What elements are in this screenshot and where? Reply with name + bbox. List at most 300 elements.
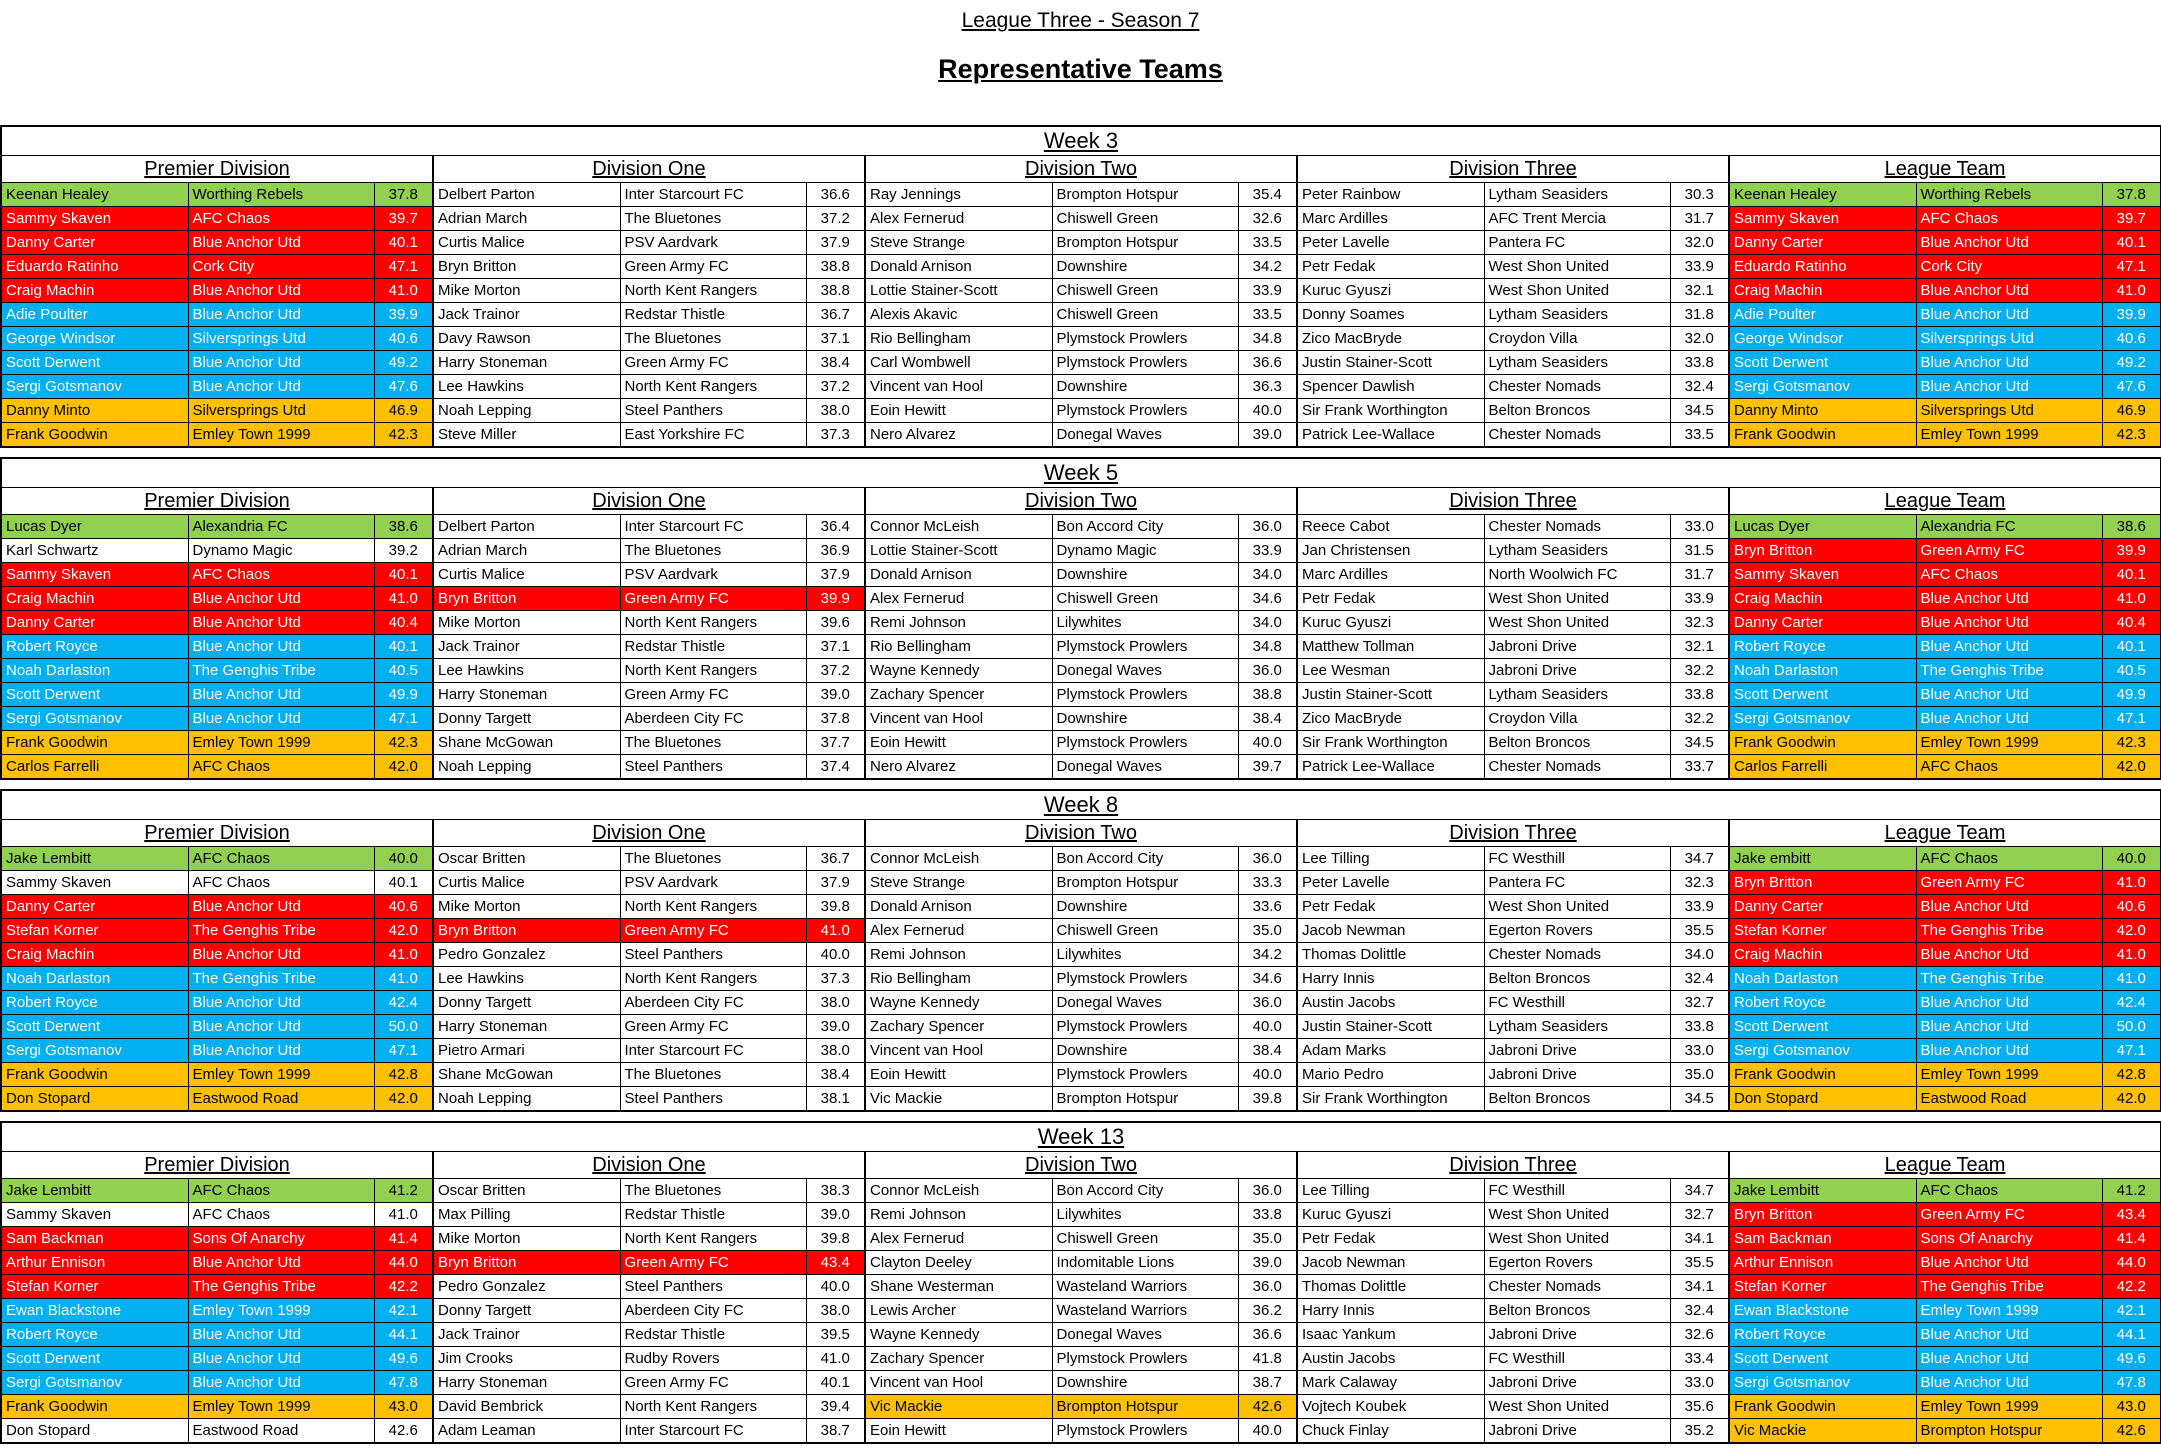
player-cell: Robert Royce (1729, 1323, 1916, 1347)
team-cell: Indomitable Lions (1052, 1251, 1238, 1275)
team-cell: Lilywhites (1052, 943, 1238, 967)
team-cell: Steel Panthers (620, 755, 806, 780)
player-cell: Mike Morton (433, 1227, 620, 1251)
team-cell: The Genghis Tribe (1916, 659, 2102, 683)
rating-cell: 39.7 (374, 207, 433, 231)
player-cell: Arthur Ennison (1729, 1251, 1916, 1275)
rating-cell: 30.3 (1670, 183, 1729, 207)
team-cell: Green Army FC (1916, 539, 2102, 563)
rating-cell: 39.0 (806, 1015, 865, 1039)
rating-cell: 38.4 (806, 1063, 865, 1087)
player-cell: Noah Lepping (433, 399, 620, 423)
team-cell: AFC Chaos (1916, 207, 2102, 231)
rating-cell: 39.0 (1238, 1251, 1297, 1275)
rating-cell: 47.1 (374, 1039, 433, 1063)
rating-cell: 50.0 (2102, 1015, 2161, 1039)
player-cell: Delbert Parton (433, 183, 620, 207)
table-row (1, 1015, 2161, 1039)
rating-cell: 40.1 (374, 563, 433, 587)
team-cell: The Bluetones (620, 207, 806, 231)
team-cell: Downshire (1052, 895, 1238, 919)
player-cell: Mark Calaway (1297, 1371, 1484, 1395)
player-cell: Lottie Stainer-Scott (865, 539, 1052, 563)
team-cell: Blue Anchor Utd (1916, 375, 2102, 399)
player-cell: Eoin Hewitt (865, 399, 1052, 423)
team-cell: The Bluetones (620, 1063, 806, 1087)
table-row (1, 399, 2161, 423)
player-cell: Austin Jacobs (1297, 991, 1484, 1015)
table-row (1, 919, 2161, 943)
team-cell: Plymstock Prowlers (1052, 731, 1238, 755)
rating-cell: 41.0 (806, 1347, 865, 1371)
team-cell: Blue Anchor Utd (188, 303, 374, 327)
team-cell: The Genghis Tribe (188, 659, 374, 683)
team-cell: Blue Anchor Utd (188, 1039, 374, 1063)
team-cell: Emley Town 1999 (1916, 731, 2102, 755)
rating-cell: 32.1 (1670, 279, 1729, 303)
team-cell: Redstar Thistle (620, 1203, 806, 1227)
rating-cell: 36.7 (806, 847, 865, 871)
team-cell: Jabroni Drive (1484, 1371, 1670, 1395)
table-row (1, 991, 2161, 1015)
player-cell: Max Pilling (433, 1203, 620, 1227)
player-cell: Lee Hawkins (433, 659, 620, 683)
team-cell: Eastwood Road (188, 1087, 374, 1112)
team-cell: North Kent Rangers (620, 1227, 806, 1251)
rating-cell: 39.9 (374, 303, 433, 327)
player-cell: Sir Frank Worthington (1297, 399, 1484, 423)
rating-cell: 38.7 (1238, 1371, 1297, 1395)
player-cell: Danny Carter (1, 231, 188, 255)
division-header: Division Three (1297, 1152, 1729, 1179)
rating-cell: 47.6 (2102, 375, 2161, 399)
rating-cell: 42.8 (374, 1063, 433, 1087)
player-cell: Noah Darlaston (1, 659, 188, 683)
rating-cell: 37.9 (806, 871, 865, 895)
rating-cell: 38.8 (806, 279, 865, 303)
rating-cell: 40.0 (806, 943, 865, 967)
rating-cell: 33.9 (1670, 587, 1729, 611)
player-cell: Donny Targett (433, 991, 620, 1015)
team-cell: Steel Panthers (620, 1087, 806, 1112)
team-cell: Redstar Thistle (620, 1323, 806, 1347)
player-cell: Eoin Hewitt (865, 1063, 1052, 1087)
player-cell: Stefan Korner (1729, 919, 1916, 943)
team-cell: Wasteland Warriors (1052, 1299, 1238, 1323)
team-cell: North Kent Rangers (620, 1395, 806, 1419)
team-cell: Blue Anchor Utd (1916, 991, 2102, 1015)
team-cell: The Genghis Tribe (188, 1275, 374, 1299)
player-cell: Sammy Skaven (1, 1203, 188, 1227)
player-cell: Robert Royce (1, 1323, 188, 1347)
rating-cell: 49.6 (374, 1347, 433, 1371)
rating-cell: 37.1 (806, 327, 865, 351)
division-header: Division One (433, 488, 865, 515)
team-cell: PSV Aardvark (620, 871, 806, 895)
team-cell: Chiswell Green (1052, 207, 1238, 231)
rating-cell: 50.0 (374, 1015, 433, 1039)
team-cell: Donegal Waves (1052, 755, 1238, 780)
player-cell: Danny Carter (1, 895, 188, 919)
rating-cell: 41.0 (374, 279, 433, 303)
player-cell: Carlos Farrelli (1, 755, 188, 780)
rating-cell: 32.3 (1670, 611, 1729, 635)
team-cell: Blue Anchor Utd (188, 1323, 374, 1347)
rating-cell: 37.9 (806, 563, 865, 587)
rating-cell: 37.3 (806, 967, 865, 991)
rating-cell: 38.4 (1238, 1039, 1297, 1063)
rating-cell: 41.0 (2102, 943, 2161, 967)
team-cell: North Kent Rangers (620, 659, 806, 683)
team-cell: Aberdeen City FC (620, 991, 806, 1015)
rating-cell: 40.4 (2102, 611, 2161, 635)
rating-cell: 40.0 (1238, 1063, 1297, 1087)
rating-cell: 46.9 (374, 399, 433, 423)
team-cell: Bon Accord City (1052, 515, 1238, 539)
rating-cell: 37.2 (806, 207, 865, 231)
rating-cell: 38.4 (806, 351, 865, 375)
team-cell: Belton Broncos (1484, 1087, 1670, 1112)
player-cell: Donald Arnison (865, 255, 1052, 279)
rating-cell: 42.2 (2102, 1275, 2161, 1299)
player-cell: Danny Minto (1, 399, 188, 423)
rating-cell: 33.8 (1670, 1015, 1729, 1039)
rating-cell: 38.6 (2102, 515, 2161, 539)
team-cell: West Shon United (1484, 895, 1670, 919)
team-cell: West Shon United (1484, 611, 1670, 635)
division-header: Division One (433, 1152, 865, 1179)
rating-cell: 46.9 (2102, 399, 2161, 423)
player-cell: Donny Targett (433, 707, 620, 731)
team-cell: Sons Of Anarchy (1916, 1227, 2102, 1251)
rating-cell: 38.7 (806, 1419, 865, 1444)
rating-cell: 42.0 (2102, 755, 2161, 780)
team-cell: Chester Nomads (1484, 515, 1670, 539)
team-cell: Silversprings Utd (1916, 399, 2102, 423)
rating-cell: 40.6 (2102, 895, 2161, 919)
player-cell: Noah Lepping (433, 1087, 620, 1112)
team-cell: Emley Town 1999 (188, 731, 374, 755)
player-cell: Davy Rawson (433, 327, 620, 351)
player-cell: Curtis Malice (433, 563, 620, 587)
rating-cell: 37.2 (806, 659, 865, 683)
team-cell: The Bluetones (620, 539, 806, 563)
rating-cell: 34.6 (1238, 967, 1297, 991)
rating-cell: 44.0 (2102, 1251, 2161, 1275)
player-cell: Adrian March (433, 539, 620, 563)
rating-cell: 40.5 (374, 659, 433, 683)
team-cell: North Kent Rangers (620, 895, 806, 919)
player-cell: Craig Machin (1, 943, 188, 967)
team-cell: Downshire (1052, 1371, 1238, 1395)
rating-cell: 39.5 (806, 1323, 865, 1347)
team-cell: Dynamo Magic (1052, 539, 1238, 563)
team-cell: Inter Starcourt FC (620, 515, 806, 539)
player-cell: Remi Johnson (865, 611, 1052, 635)
rating-cell: 47.1 (2102, 255, 2161, 279)
player-cell: Sir Frank Worthington (1297, 1087, 1484, 1112)
rating-cell: 41.0 (374, 1203, 433, 1227)
player-cell: Scott Derwent (1729, 351, 1916, 375)
player-cell: Eoin Hewitt (865, 731, 1052, 755)
weeks-container (0, 125, 2161, 1444)
team-cell: Blue Anchor Utd (188, 351, 374, 375)
team-cell: AFC Chaos (1916, 563, 2102, 587)
player-cell: Lee Hawkins (433, 375, 620, 399)
rating-cell: 41.4 (2102, 1227, 2161, 1251)
player-cell: Robert Royce (1729, 635, 1916, 659)
player-cell: Sammy Skaven (1, 207, 188, 231)
team-cell: Plymstock Prowlers (1052, 327, 1238, 351)
player-cell: Sammy Skaven (1729, 563, 1916, 587)
table-row (1, 1419, 2161, 1444)
player-cell: Jim Crooks (433, 1347, 620, 1371)
table-row (1, 847, 2161, 871)
player-cell: Petr Fedak (1297, 255, 1484, 279)
rating-cell: 33.8 (1670, 351, 1729, 375)
team-cell: Dynamo Magic (188, 539, 374, 563)
rating-cell: 38.3 (806, 1179, 865, 1203)
team-cell: Plymstock Prowlers (1052, 967, 1238, 991)
rating-cell: 32.6 (1670, 1323, 1729, 1347)
table-row (1, 755, 2161, 780)
player-cell: Sammy Skaven (1, 563, 188, 587)
player-cell: Peter Lavelle (1297, 871, 1484, 895)
player-cell: Pedro Gonzalez (433, 943, 620, 967)
week-table (0, 1121, 2161, 1444)
player-cell: Ewan Blackstone (1729, 1299, 1916, 1323)
team-cell: Eastwood Road (1916, 1087, 2102, 1112)
team-cell: The Genghis Tribe (1916, 919, 2102, 943)
player-cell: Lucas Dyer (1729, 515, 1916, 539)
rating-cell: 36.0 (1238, 847, 1297, 871)
rating-cell: 34.7 (1670, 1179, 1729, 1203)
player-cell: Vic Mackie (865, 1087, 1052, 1112)
rating-cell: 39.9 (2102, 539, 2161, 563)
rating-cell: 32.0 (1670, 231, 1729, 255)
player-cell: Curtis Malice (433, 231, 620, 255)
player-cell: Alex Fernerud (865, 587, 1052, 611)
player-cell: Mario Pedro (1297, 1063, 1484, 1087)
player-cell: Steve Strange (865, 231, 1052, 255)
player-cell: Lottie Stainer-Scott (865, 279, 1052, 303)
rating-cell: 34.5 (1670, 731, 1729, 755)
player-cell: Don Stopard (1, 1419, 188, 1444)
team-cell: Plymstock Prowlers (1052, 635, 1238, 659)
player-cell: Carl Wombwell (865, 351, 1052, 375)
player-cell: Craig Machin (1729, 943, 1916, 967)
rating-cell: 32.7 (1670, 991, 1729, 1015)
player-cell: Frank Goodwin (1729, 1063, 1916, 1087)
player-cell: Stefan Korner (1, 919, 188, 943)
rating-cell: 47.1 (2102, 1039, 2161, 1063)
rating-cell: 36.4 (806, 515, 865, 539)
team-cell: Plymstock Prowlers (1052, 351, 1238, 375)
team-cell: Brompton Hotspur (1916, 1419, 2102, 1444)
rating-cell: 47.6 (374, 375, 433, 399)
team-cell: Croydon Villa (1484, 327, 1670, 351)
rating-cell: 33.3 (1238, 871, 1297, 895)
rating-cell: 37.8 (374, 183, 433, 207)
team-cell: Emley Town 1999 (1916, 1395, 2102, 1419)
player-cell: Rio Bellingham (865, 967, 1052, 991)
rating-cell: 32.2 (1670, 659, 1729, 683)
table-row (1, 1039, 2161, 1063)
rating-cell: 47.8 (2102, 1371, 2161, 1395)
division-header: Division Two (865, 488, 1297, 515)
rating-cell: 38.8 (806, 255, 865, 279)
player-cell: Zico MacBryde (1297, 327, 1484, 351)
rating-cell: 40.1 (2102, 231, 2161, 255)
rating-cell: 43.4 (806, 1251, 865, 1275)
rating-cell: 36.2 (1238, 1299, 1297, 1323)
player-cell: Oscar Britten (433, 847, 620, 871)
rating-cell: 35.5 (1670, 1251, 1729, 1275)
table-row (1, 183, 2161, 207)
division-header: Division Two (865, 1152, 1297, 1179)
table-row (1, 635, 2161, 659)
rating-cell: 43.4 (2102, 1203, 2161, 1227)
team-cell: Lilywhites (1052, 611, 1238, 635)
rating-cell: 33.6 (1238, 895, 1297, 919)
rating-cell: 39.8 (806, 895, 865, 919)
player-cell: Sergi Gotsmanov (1, 707, 188, 731)
player-cell: Wayne Kennedy (865, 1323, 1052, 1347)
player-cell: Karl Schwartz (1, 539, 188, 563)
team-cell: West Shon United (1484, 1395, 1670, 1419)
team-cell: Jabroni Drive (1484, 659, 1670, 683)
rating-cell: 39.6 (806, 611, 865, 635)
team-cell: Blue Anchor Utd (1916, 611, 2102, 635)
player-cell: Scott Derwent (1, 1347, 188, 1371)
rating-cell: 33.0 (1670, 1039, 1729, 1063)
player-cell: George Windsor (1, 327, 188, 351)
table-row (1, 587, 2161, 611)
team-cell: Emley Town 1999 (1916, 423, 2102, 448)
rating-cell: 39.7 (1238, 755, 1297, 780)
team-cell: Downshire (1052, 375, 1238, 399)
rating-cell: 40.1 (2102, 563, 2161, 587)
rating-cell: 33.4 (1670, 1347, 1729, 1371)
team-cell: Alexandria FC (1916, 515, 2102, 539)
team-cell: Pantera FC (1484, 871, 1670, 895)
rating-cell: 37.8 (2102, 183, 2161, 207)
team-cell: Green Army FC (620, 919, 806, 943)
rating-cell: 35.2 (1670, 1419, 1729, 1444)
rating-cell: 34.5 (1670, 399, 1729, 423)
rating-cell: 35.6 (1670, 1395, 1729, 1419)
player-cell: Noah Darlaston (1729, 967, 1916, 991)
player-cell: Sammy Skaven (1, 871, 188, 895)
player-cell: Lucas Dyer (1, 515, 188, 539)
week-title: Week 13 (1, 1122, 2161, 1152)
team-cell: Jabroni Drive (1484, 635, 1670, 659)
rating-cell: 31.8 (1670, 303, 1729, 327)
team-cell: Eastwood Road (188, 1419, 374, 1444)
player-cell: Matthew Tollman (1297, 635, 1484, 659)
player-cell: Justin Stainer-Scott (1297, 351, 1484, 375)
player-cell: Wayne Kennedy (865, 659, 1052, 683)
player-cell: Danny Carter (1729, 611, 1916, 635)
team-cell: East Yorkshire FC (620, 423, 806, 448)
rating-cell: 36.6 (806, 183, 865, 207)
team-cell: West Shon United (1484, 1203, 1670, 1227)
team-cell: Bon Accord City (1052, 1179, 1238, 1203)
player-cell: Lee Wesman (1297, 659, 1484, 683)
rating-cell: 36.0 (1238, 991, 1297, 1015)
player-cell: Keenan Healey (1, 183, 188, 207)
week-table (0, 457, 2161, 780)
rating-cell: 42.1 (374, 1299, 433, 1323)
team-cell: Aberdeen City FC (620, 1299, 806, 1323)
player-cell: Harry Innis (1297, 1299, 1484, 1323)
player-cell: Bryn Britton (1729, 1203, 1916, 1227)
rating-cell: 38.0 (806, 1299, 865, 1323)
player-cell: Bryn Britton (433, 587, 620, 611)
team-cell: The Bluetones (620, 1179, 806, 1203)
rating-cell: 47.8 (374, 1371, 433, 1395)
player-cell: Robert Royce (1, 635, 188, 659)
rating-cell: 33.8 (1238, 1203, 1297, 1227)
division-header: Division Two (865, 820, 1297, 847)
team-cell: Egerton Rovers (1484, 1251, 1670, 1275)
player-cell: Justin Stainer-Scott (1297, 683, 1484, 707)
rating-cell: 32.0 (1670, 327, 1729, 351)
team-cell: Silversprings Utd (1916, 327, 2102, 351)
rating-cell: 37.2 (806, 375, 865, 399)
player-cell: Nero Alvarez (865, 755, 1052, 780)
player-cell: Eoin Hewitt (865, 1419, 1052, 1444)
player-cell: Sam Backman (1, 1227, 188, 1251)
rating-cell: 38.0 (806, 399, 865, 423)
rating-cell: 36.0 (1238, 1179, 1297, 1203)
rating-cell: 33.9 (1238, 279, 1297, 303)
rating-cell: 42.0 (374, 755, 433, 780)
team-cell: Green Army FC (1916, 1203, 2102, 1227)
table-row (1, 731, 2161, 755)
player-cell: Lee Hawkins (433, 967, 620, 991)
table-row (1, 327, 2161, 351)
team-cell: Blue Anchor Utd (1916, 635, 2102, 659)
rating-cell: 36.0 (1238, 1275, 1297, 1299)
player-cell: Harry Stoneman (433, 683, 620, 707)
team-cell: Downshire (1052, 563, 1238, 587)
rating-cell: 36.6 (1238, 1323, 1297, 1347)
team-cell: Green Army FC (1916, 871, 2102, 895)
player-cell: Frank Goodwin (1, 731, 188, 755)
player-cell: Patrick Lee-Wallace (1297, 755, 1484, 780)
rating-cell: 42.4 (374, 991, 433, 1015)
player-cell: George Windsor (1729, 327, 1916, 351)
rating-cell: 35.0 (1238, 919, 1297, 943)
rating-cell: 39.9 (2102, 303, 2161, 327)
division-header: League Team (1729, 156, 2161, 183)
rating-cell: 42.2 (374, 1275, 433, 1299)
player-cell: Donny Soames (1297, 303, 1484, 327)
player-cell: Bryn Britton (433, 1251, 620, 1275)
rating-cell: 44.0 (374, 1251, 433, 1275)
player-cell: Jacob Newman (1297, 1251, 1484, 1275)
rating-cell: 41.2 (2102, 1179, 2161, 1203)
rating-cell: 35.0 (1238, 1227, 1297, 1251)
team-cell: The Bluetones (620, 731, 806, 755)
rating-cell: 41.0 (806, 919, 865, 943)
rating-cell: 33.7 (1670, 755, 1729, 780)
team-cell: Silversprings Utd (188, 399, 374, 423)
player-cell: Ewan Blackstone (1, 1299, 188, 1323)
rating-cell: 40.6 (2102, 327, 2161, 351)
rating-cell: 35.0 (1670, 1063, 1729, 1087)
